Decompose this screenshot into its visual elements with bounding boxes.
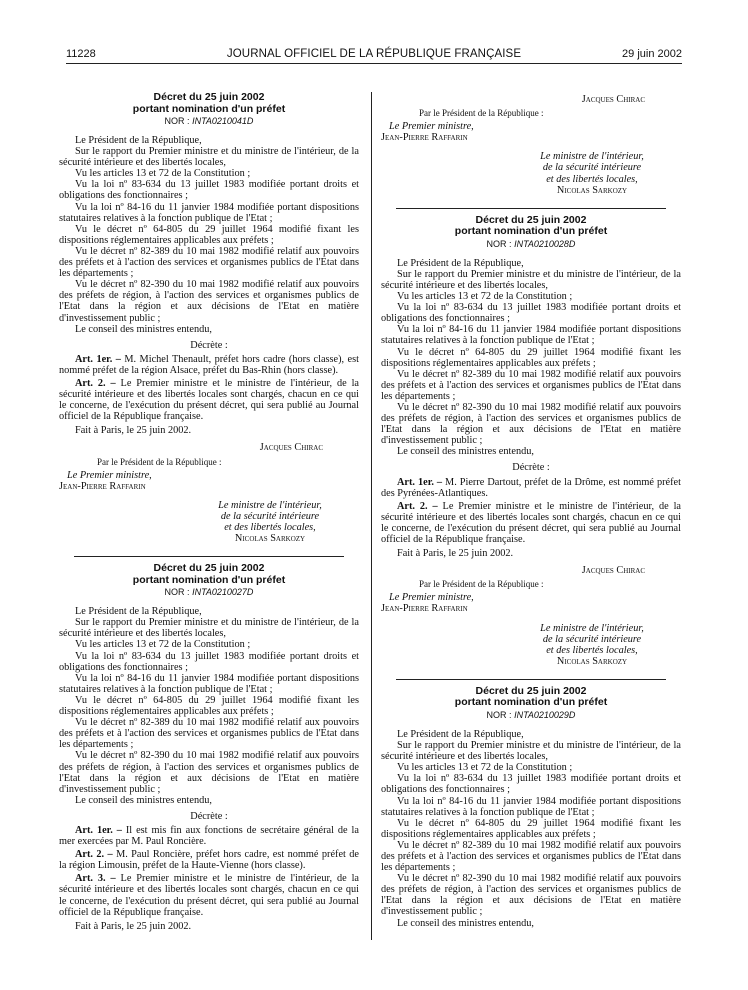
minister-title: et des libertés locales, bbox=[224, 522, 316, 533]
decree-1 bbox=[59, 92, 359, 544]
article-text: M. Michel Thenault, préfet hors cadre (hors classe), est nommé préfet de la région Alsace, préfet du Bas-Rhin (hors classe). bbox=[59, 353, 359, 376]
pm-title: Le Premier ministre, bbox=[389, 121, 474, 133]
visa-paragraph: Le Président de la République, bbox=[75, 135, 202, 146]
decrete-heading: Décrète : bbox=[512, 462, 550, 474]
journal-title: JOURNAL OFFICIEL DE LA RÉPUBLIQUE FRANÇAISE bbox=[226, 48, 522, 60]
fait-a-paris: Fait à Paris, le 25 juin 2002. bbox=[397, 548, 514, 560]
article bbox=[59, 354, 359, 376]
pm-signature: Jean-Pierre Raffarin bbox=[59, 480, 146, 492]
visa-paragraph: Le conseil des ministres entendu, bbox=[75, 323, 212, 335]
decree-nor bbox=[381, 709, 681, 721]
decree-subtitle: portant nomination d'un préfet bbox=[132, 573, 286, 586]
visa-paragraph: Sur le rapport du Premier ministre et du ministre de l'intérieur, de la sécurité intérieure et des libertés locales, bbox=[59, 617, 359, 640]
visa-paragraph: Le Président de la République, bbox=[397, 728, 524, 740]
decree-2-signatures bbox=[381, 94, 681, 196]
minister-title: Le ministre de l'intérieur, bbox=[540, 622, 644, 634]
fait-a-paris: Fait à Paris, le 25 juin 2002. bbox=[75, 920, 192, 932]
nor-value: INTA0210027D bbox=[192, 587, 254, 598]
decree-subtitle: portant nomination d'un préfet bbox=[132, 102, 286, 115]
visa-paragraph: Le conseil des ministres entendu, bbox=[397, 446, 534, 458]
decrete-heading: Décrète : bbox=[190, 339, 228, 351]
president-signature: Jacques Chirac bbox=[259, 442, 323, 454]
article-text: Le Premier ministre et le ministre de l'intérieur, de la sécurité intérieure et des libertés locales sont chargés, chacun en ce qui le concerne, de l'exécution du présent décret, qui sera publié au Journal officiel de la République française. bbox=[381, 500, 681, 545]
visa-paragraph: Vu la loi nº 84-16 du 11 janvier 1984 modifiée portant dispositions statutaires relatives à la fonction publique de l'Etat ; bbox=[381, 795, 681, 818]
visa-paragraph: Vu la loi nº 83-634 du 13 juillet 1983 modifiée portant droits et obligations des fonctionnaires ; bbox=[59, 179, 359, 202]
nor-label: NOR : bbox=[164, 587, 193, 598]
decree-title: Décret du 25 juin 2002 bbox=[475, 213, 587, 226]
article bbox=[59, 849, 359, 871]
nor-value: INTA0210028D bbox=[514, 238, 576, 249]
visa-paragraph: Vu le décret nº 64-805 du 29 juillet 1964 modifié fixant les dispositions réglementaires applicables aux préfets ; bbox=[381, 346, 681, 369]
par-le-president: Par le Président de la République : bbox=[97, 456, 222, 467]
nor-value: INTA0210041D bbox=[192, 116, 254, 126]
decree-4 bbox=[381, 679, 681, 929]
pm-signature: Jean-Pierre Raffarin bbox=[381, 603, 468, 615]
decrete-heading: Décrète : bbox=[190, 810, 228, 822]
article bbox=[59, 873, 359, 917]
visa-paragraph: Vu le décret nº 82-389 du 10 mai 1982 modifié relatif aux pouvoirs des préfets et à l'action des services et organismes publics de l'Etat dans les départements ; bbox=[381, 839, 681, 874]
decree-separator bbox=[396, 208, 666, 209]
visa-paragraph: Vu les articles 13 et 72 de la Constitution ; bbox=[75, 168, 251, 180]
president-signature: Jacques Chirac bbox=[581, 565, 645, 577]
decree-subtitle: portant nomination d'un préfet bbox=[454, 696, 608, 709]
decree-subtitle: portant nomination d'un préfet bbox=[454, 225, 608, 238]
column-divider bbox=[371, 92, 372, 940]
minister-title: de la sécurité intérieure bbox=[542, 162, 642, 174]
decree-2 bbox=[59, 556, 359, 932]
article-label: Art. 2. – bbox=[397, 500, 438, 512]
article-label: Art. 1er. – bbox=[75, 353, 121, 365]
nor-label: NOR : bbox=[164, 116, 193, 126]
visa-paragraph: Sur le rapport du Premier ministre et du ministre de l'intérieur, de la sécurité intérieure et des libertés locales, bbox=[59, 146, 359, 169]
minister-signature-block bbox=[59, 500, 359, 544]
president-signature: Jacques Chirac bbox=[581, 94, 645, 105]
visa-paragraph: Vu les articles 13 et 72 de la Constitution ; bbox=[397, 291, 573, 303]
page-header bbox=[0, 0, 748, 70]
article-label: Art. 1er. – bbox=[75, 824, 122, 836]
decree-separator bbox=[74, 556, 344, 557]
minister-title: Le ministre de l'intérieur, bbox=[218, 499, 322, 511]
minister-signature: Nicolas Sarkozy bbox=[556, 655, 628, 667]
visa-paragraph: Vu le décret nº 82-390 du 10 mai 1982 modifié relatif aux pouvoirs des préfets de région, à l'action des services et organismes publics de l'Etat dans la région et aux décisions de l'Etat en matière d'investissement public ; bbox=[381, 401, 681, 447]
decree-nor bbox=[381, 238, 681, 250]
pm-title: Le Premier ministre, bbox=[389, 592, 474, 604]
pm-title: Le Premier ministre, bbox=[67, 469, 152, 481]
article-text: Le Premier ministre et le ministre de l'intérieur, de la sécurité intérieure et des libertés locales sont chargés, chacun en ce qui le concerne, de l'exécution du présent décret, qui sera publié au Journal officiel de la République française. bbox=[59, 377, 359, 423]
minister-signature-block bbox=[381, 151, 681, 195]
visa-paragraph: Le conseil des ministres entendu, bbox=[397, 917, 534, 929]
nor-label: NOR : bbox=[486, 238, 515, 249]
visa-paragraph: Vu la loi nº 83-634 du 13 juillet 1983 modifiée portant droits et obligations des fonctionnaires ; bbox=[381, 302, 681, 325]
visa-paragraph: Vu la loi nº 84-16 du 11 janvier 1984 modifiée portant dispositions statutaires relatives à la fonction publique de l'Etat ; bbox=[59, 672, 359, 695]
visa-paragraph: Vu la loi nº 84-16 du 11 janvier 1984 modifiée portant dispositions statutaires relatives à la fonction publique de l'Etat ; bbox=[381, 324, 681, 347]
visa-paragraph: Vu le décret nº 64-805 du 29 juillet 1964 modifié fixant les dispositions réglementaires applicables aux préfets ; bbox=[59, 694, 359, 718]
visa-paragraph: Vu le décret nº 82-390 du 10 mai 1982 modifié relatif aux pouvoirs des préfets de région, à l'action des services et organismes publics de l'Etat dans la région et aux décisions de l'Etat en matière d'investissement public ; bbox=[381, 873, 681, 918]
visa-paragraph: Vu le décret nº 82-390 du 10 mai 1982 modifié relatif aux pouvoirs des préfets de région, à l'action des services et organismes publics de l'Etat dans la région et aux décisions de l'Etat en matière d'investissement public ; bbox=[59, 750, 359, 795]
fait-a-paris: Fait à Paris, le 25 juin 2002. bbox=[75, 425, 192, 437]
visa-paragraph: Vu les articles 13 et 72 de la Constitution ; bbox=[397, 762, 573, 774]
minister-title: de la sécurité intérieure bbox=[220, 510, 320, 522]
header-rule bbox=[66, 63, 682, 64]
article-text: M. Pierre Dartout, préfet de la Drôme, est nommé préfet des Pyrénées-Atlantiques. bbox=[381, 476, 681, 499]
minister-title: et des libertés locales, bbox=[546, 173, 638, 185]
visa-paragraph: Vu la loi nº 83-634 du 13 juillet 1983 modifiée portant droits et obligations des fonctionnaires ; bbox=[59, 650, 359, 673]
minister-title: Le ministre de l'intérieur, bbox=[540, 151, 644, 163]
minister-title: et des libertés locales, bbox=[546, 644, 638, 656]
article-label: Art. 2. – bbox=[75, 849, 113, 861]
visa-paragraph: Sur le rapport du Premier ministre et du ministre de l'intérieur, de la sécurité intérieure et des libertés locales, bbox=[381, 740, 681, 763]
minister-signature: Nicolas Sarkozy bbox=[556, 184, 628, 196]
visa-paragraph: Vu le décret nº 64-805 du 29 juillet 1964 modifié fixant les dispositions réglementaires applicables aux préfets ; bbox=[59, 223, 359, 246]
decree-3 bbox=[381, 208, 681, 667]
article-text: Il est mis fin aux fonctions de secrétaire général de la mer exercées par M. Paul Roncière. bbox=[59, 824, 359, 848]
issue-date: 29 juin 2002 bbox=[622, 48, 682, 60]
article bbox=[381, 501, 681, 545]
minister-signature: Nicolas Sarkozy bbox=[234, 533, 306, 545]
right-column bbox=[381, 92, 681, 929]
visa-paragraph: Sur le rapport du Premier ministre et du ministre de l'intérieur, de la sécurité intérieure et des libertés locales, bbox=[381, 268, 681, 291]
par-le-president: Par le Président de la République : bbox=[419, 579, 544, 590]
nor-label: NOR : bbox=[486, 709, 515, 720]
visa-paragraph: Le conseil des ministres entendu, bbox=[75, 794, 212, 806]
article-text: M. Paul Roncière, préfet hors cadre, est nommé préfet de la région Limousin, préfet de la Haute-Vienne (hors classe). bbox=[59, 849, 360, 872]
article bbox=[381, 477, 681, 499]
visa-paragraph: Vu la loi nº 83-634 du 13 juillet 1983 modifiée portant droits et obligations des fonctionnaires ; bbox=[381, 773, 681, 796]
article-label: Art. 2. – bbox=[75, 377, 116, 389]
page-number: 11228 bbox=[66, 48, 96, 60]
visa-paragraph: Vu le décret nº 82-389 du 10 mai 1982 modifié relatif aux pouvoirs des préfets et à l'action des services et organismes publics de l'Etat dans les départements ; bbox=[59, 717, 359, 751]
visa-paragraph: Vu le décret nº 82-389 du 10 mai 1982 modifié relatif aux pouvoirs des préfets et à l'action des services et organismes publics de l'Etat dans les départements ; bbox=[381, 368, 681, 402]
visa-paragraph: Le Président de la République, bbox=[75, 606, 202, 618]
minister-signature-block bbox=[381, 623, 681, 667]
article bbox=[59, 378, 359, 422]
decree-nor bbox=[59, 115, 359, 127]
visa-paragraph: Vu les articles 13 et 72 de la Constitution ; bbox=[75, 639, 251, 651]
visa-paragraph: Vu le décret nº 82-390 du 10 mai 1982 modifié relatif aux pouvoirs des préfets de région, à l'action des services et organismes publics de l'Etat dans la région et aux décisions de l'Etat en matière d'investissement public ; bbox=[59, 279, 359, 324]
par-le-president: Par le Président de la République : bbox=[419, 108, 544, 119]
decree-nor bbox=[59, 586, 359, 598]
visa-paragraph: Vu le décret nº 82-389 du 10 mai 1982 modifié relatif aux pouvoirs des préfets et à l'action des services et organismes publics de l'Etat dans les départements ; bbox=[59, 245, 359, 280]
article-text: Le Premier ministre et le ministre de l'intérieur, de la sécurité intérieure et des libertés locales sont chargés, chacun en ce qui le concerne, de l'exécution du présent décret, qui sera publié au Journal officiel de la République française. bbox=[59, 873, 359, 918]
visa-paragraph: Le Président de la République, bbox=[397, 257, 524, 269]
left-column bbox=[59, 92, 359, 938]
minister-title: de la sécurité intérieure bbox=[542, 633, 642, 645]
article-label: Art. 1er. – bbox=[397, 476, 443, 488]
decree-title: Décret du 25 juin 2002 bbox=[153, 562, 265, 575]
visa-paragraph: Vu la loi nº 84-16 du 11 janvier 1984 modifiée portant dispositions statutaires relatives à la fonction publique de l'Etat ; bbox=[59, 201, 359, 224]
nor-value: INTA0210029D bbox=[514, 709, 576, 720]
decree-title: Décret du 25 juin 2002 bbox=[153, 91, 265, 103]
pm-signature: Jean-Pierre Raffarin bbox=[381, 132, 468, 144]
decree-title: Décret du 25 juin 2002 bbox=[475, 684, 587, 697]
visa-paragraph: Vu le décret nº 64-805 du 29 juillet 1964 modifié fixant les dispositions réglementaires applicables aux préfets ; bbox=[381, 817, 681, 840]
article bbox=[59, 825, 359, 847]
article-label: Art. 3. – bbox=[75, 873, 116, 885]
decree-separator bbox=[396, 679, 666, 680]
